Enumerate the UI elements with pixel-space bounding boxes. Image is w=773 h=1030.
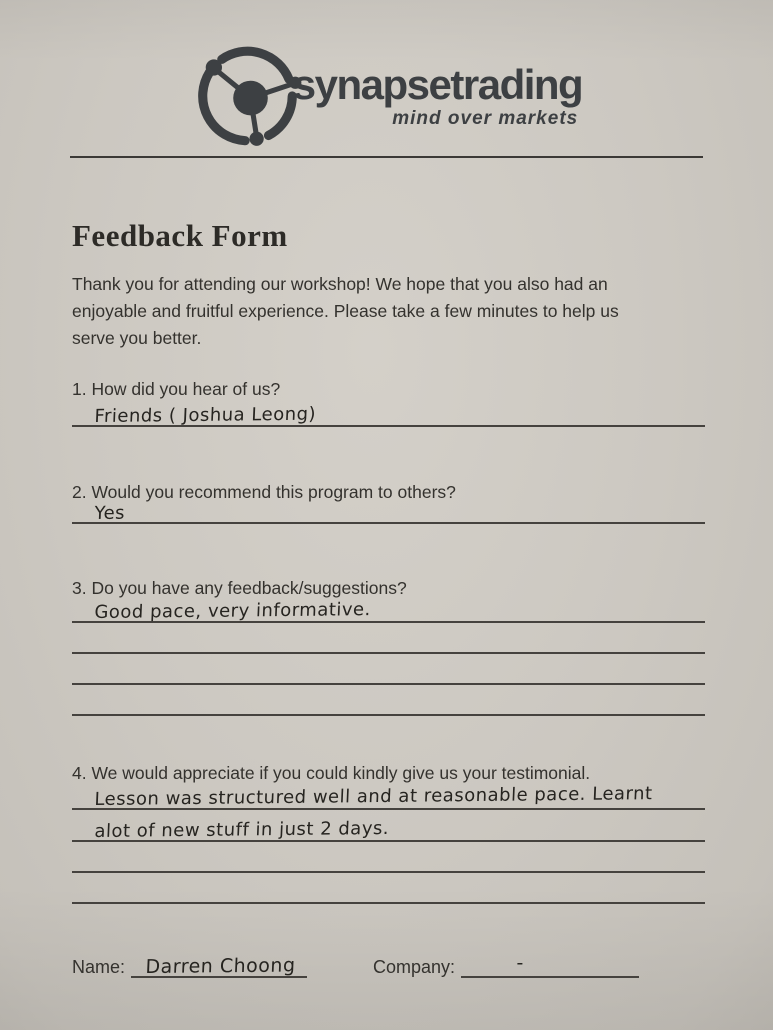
question-4-label: 4. We would appreciate if you could kindly give us your testimonial.	[72, 763, 591, 783]
page-title: Feedback Form	[72, 218, 288, 253]
question-3-handwritten-answer: Good pace, very informative.	[94, 599, 372, 623]
name-label: Name:	[72, 957, 126, 977]
blank-answer-line	[72, 842, 705, 873]
question-2-answer-line	[72, 504, 705, 524]
company-label: Company:	[373, 957, 456, 977]
question-1	[72, 377, 705, 427]
synapse-logo-icon	[191, 40, 309, 154]
company-handwritten-value: -	[516, 951, 525, 974]
brand-tagline: mind over markets	[392, 108, 579, 129]
question-1-answer-line	[72, 401, 705, 427]
question-4	[72, 761, 705, 904]
blank-answer-line	[72, 654, 705, 685]
blank-answer-line	[72, 685, 705, 716]
question-3	[72, 576, 705, 716]
question-4-handwritten-answer-line-1: Lesson was structured well and at reasonable pace. Learnt	[94, 783, 654, 810]
logo-text	[292, 61, 583, 130]
question-4-answer-line-2	[72, 810, 705, 842]
question-1-handwritten-answer: Friends ( Joshua Leong)	[94, 403, 317, 427]
blank-answer-line	[72, 623, 705, 654]
company-line	[461, 951, 639, 978]
question-2	[72, 480, 705, 524]
question-4-handwritten-answer-line-2: alot of new stuff in just 2 days.	[94, 817, 390, 842]
question-3-answer-line	[72, 600, 705, 623]
header-divider	[70, 156, 703, 158]
brand-name: synapsetrading	[292, 61, 583, 108]
logo-block	[0, 0, 773, 154]
signature-row	[72, 951, 705, 978]
name-line	[131, 954, 307, 978]
question-4-answer-line-1	[72, 785, 705, 810]
question-2-handwritten-answer: Yes	[94, 502, 126, 524]
name-handwritten-value: Darren Choong	[145, 954, 297, 978]
intro-paragraph: Thank you for attending our workshop! We hope that you also had an enjoyable and fruitful experience. Please take a few minutes to help us serve you better.	[72, 274, 619, 348]
question-1-label: 1. How did you hear of us?	[72, 379, 281, 399]
blank-answer-line	[72, 873, 705, 904]
question-3-label: 3. Do you have any feedback/suggestions?	[72, 578, 407, 598]
question-2-label: 2. Would you recommend this program to others?	[72, 482, 456, 502]
